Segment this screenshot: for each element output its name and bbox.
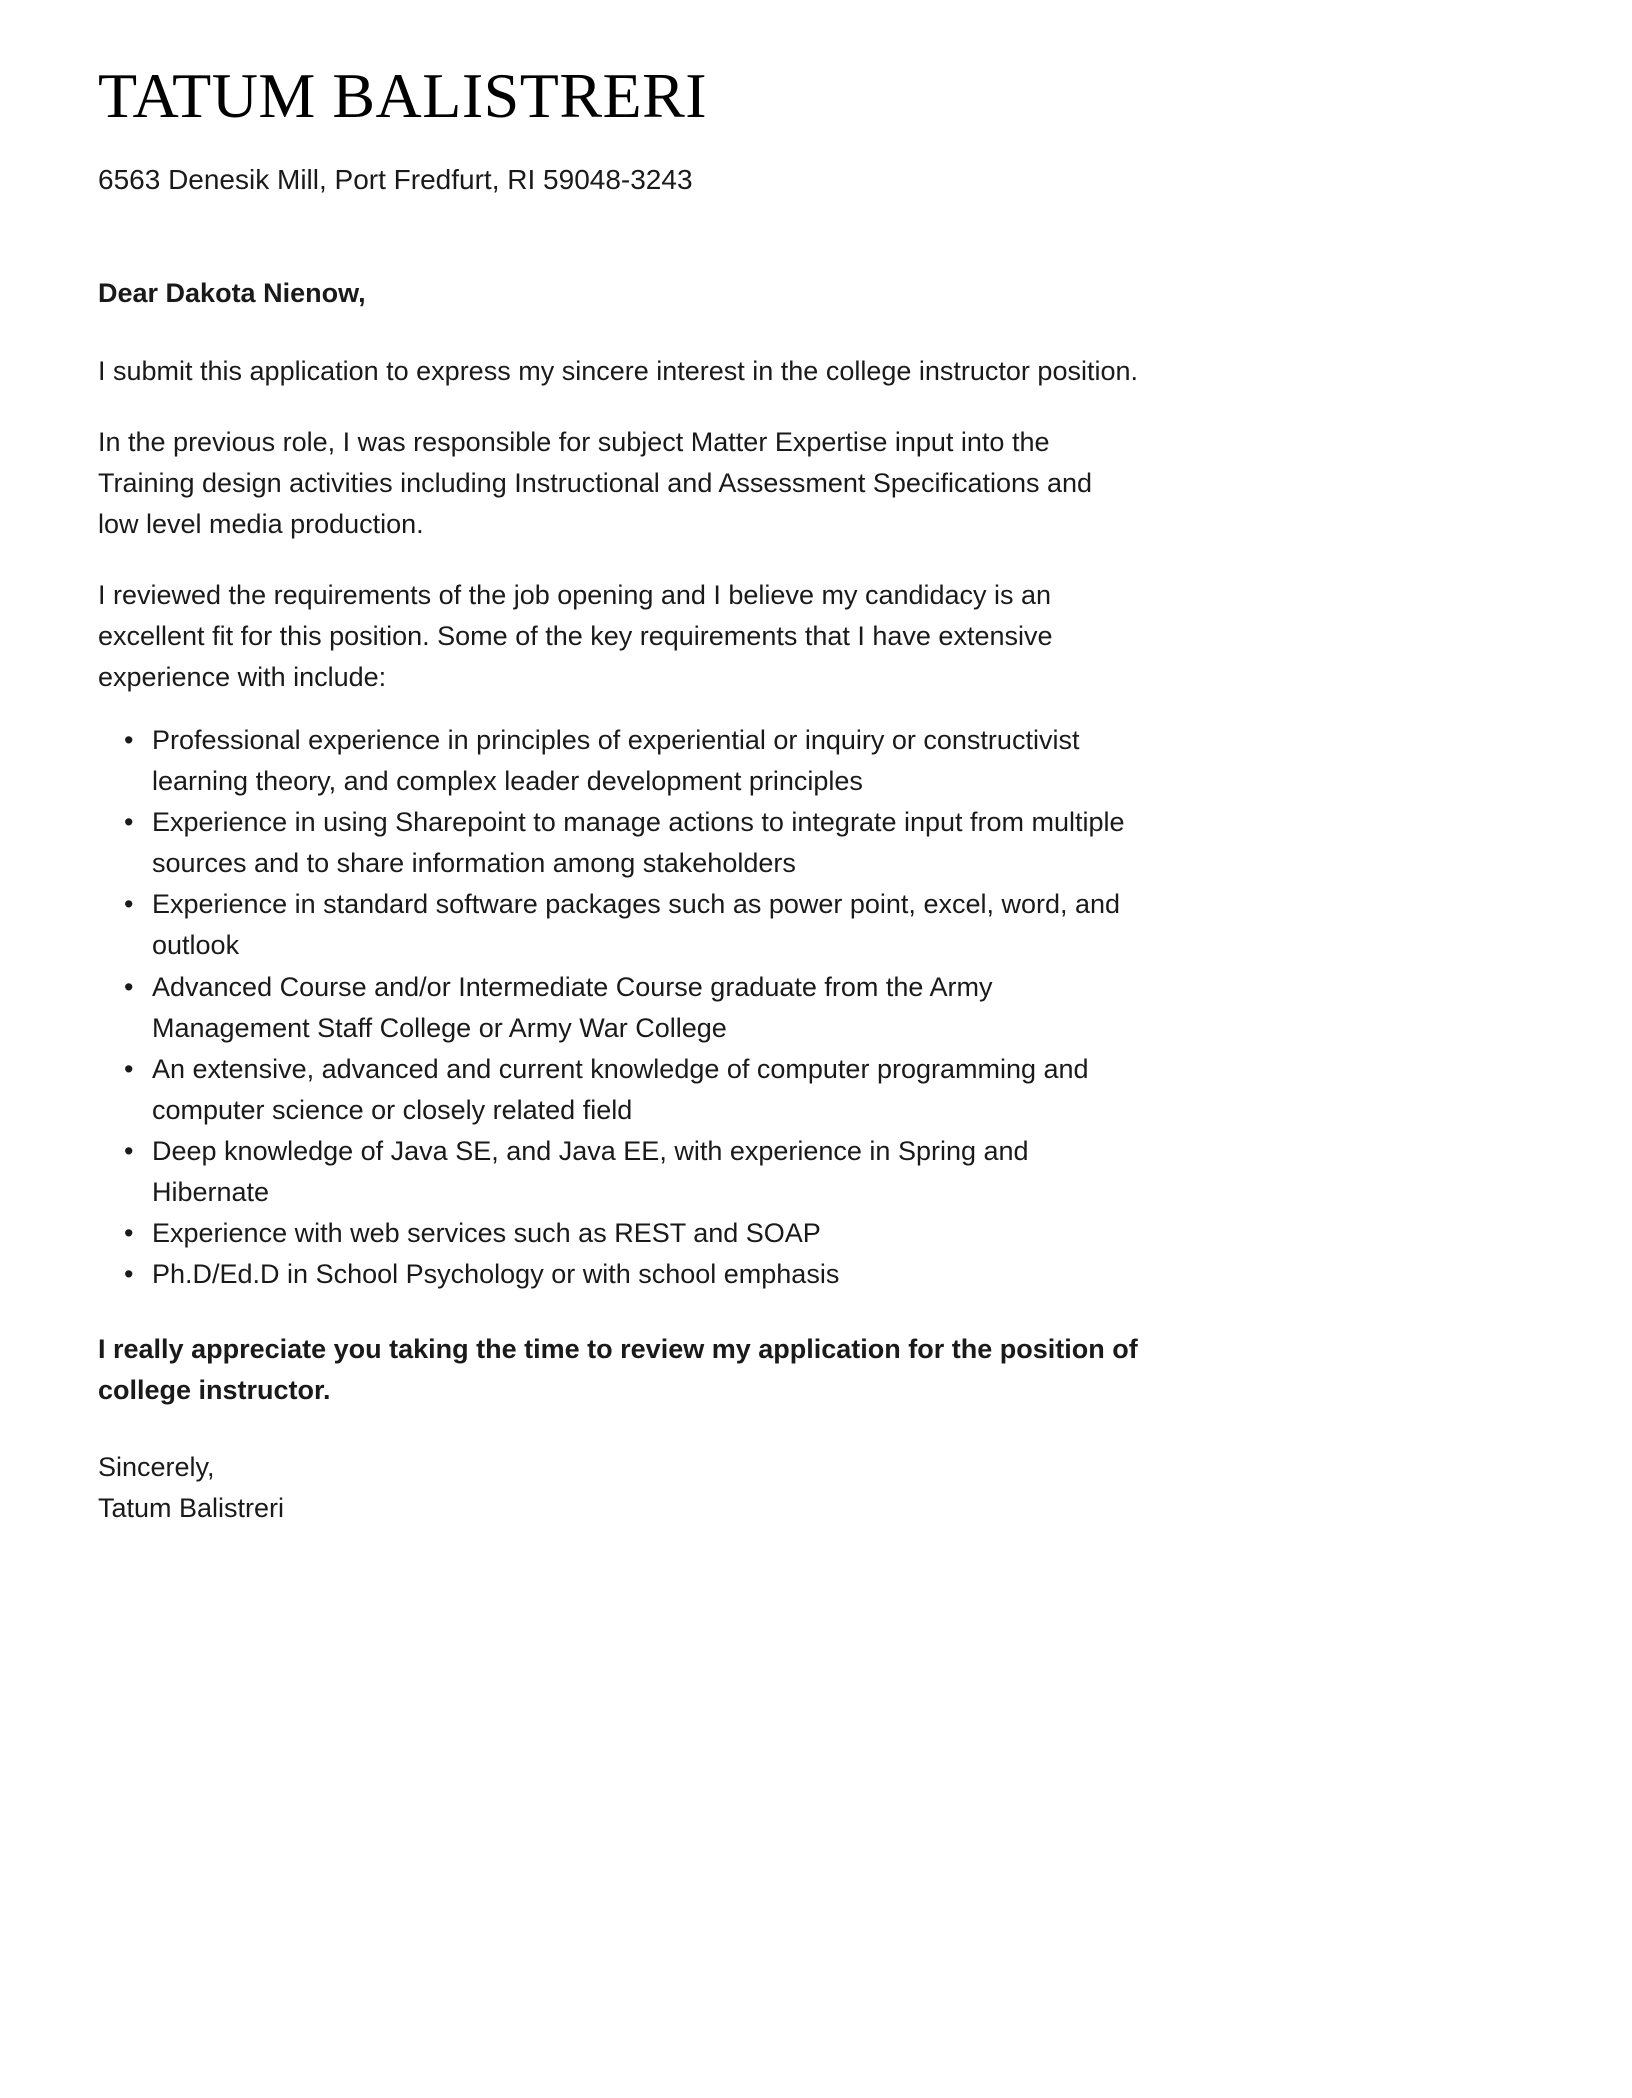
requirements-list xyxy=(98,720,1138,1294)
signature-block xyxy=(98,1447,1138,1529)
sender-address: 6563 Denesik Mill, Port Fredfurt, RI 59048-3243 xyxy=(98,164,693,195)
list-item: • Ph.D/Ed.D in School Psychology or with school emphasis xyxy=(152,1254,1138,1295)
signature-name: Tatum Balistreri xyxy=(98,1492,285,1523)
signoff-text: Sincerely, xyxy=(98,1451,215,1482)
salutation: Dear Dakota Nienow, xyxy=(98,277,366,308)
list-item: • Experience in standard software packages such as power point, excel, word, and outlook xyxy=(152,884,1138,966)
requirements-intro-paragraph: I reviewed the requirements of the job opening and I believe my candidacy is an excellent fit for this position. Some of the key requirements that I have extensive experience with include: xyxy=(98,580,1053,693)
list-item: • An extensive, advanced and current knowledge of computer programming and computer science or closely related field xyxy=(152,1049,1138,1131)
letter-content xyxy=(98,0,1138,1529)
experience-paragraph: In the previous role, I was responsible for subject Matter Expertise input into the Training design activities including Instructional and Assessment Specifications and low level media production. xyxy=(98,427,1093,540)
list-item: • Experience with web services such as REST and SOAP xyxy=(152,1213,1138,1254)
list-item: • Deep knowledge of Java SE, and Java EE, with experience in Spring and Hibernate xyxy=(152,1131,1138,1213)
list-item: • Professional experience in principles of experiential or inquiry or constructivist learning theory, and complex leader development principles xyxy=(152,720,1138,802)
letter-body xyxy=(98,201,1138,1529)
page-title: TATUM BALISTRERI xyxy=(98,60,708,131)
list-item: • Advanced Course and/or Intermediate Course graduate from the Army Management Staff College or Army War College xyxy=(152,967,1138,1049)
list-item: • Experience in using Sharepoint to manage actions to integrate input from multiple sources and to share information among stakeholders xyxy=(152,802,1138,884)
closing-paragraph: I really appreciate you taking the time to review my application for the position of college instructor. xyxy=(98,1333,1138,1405)
intro-paragraph: I submit this application to express my sincere interest in the college instructor position. xyxy=(98,356,1138,387)
